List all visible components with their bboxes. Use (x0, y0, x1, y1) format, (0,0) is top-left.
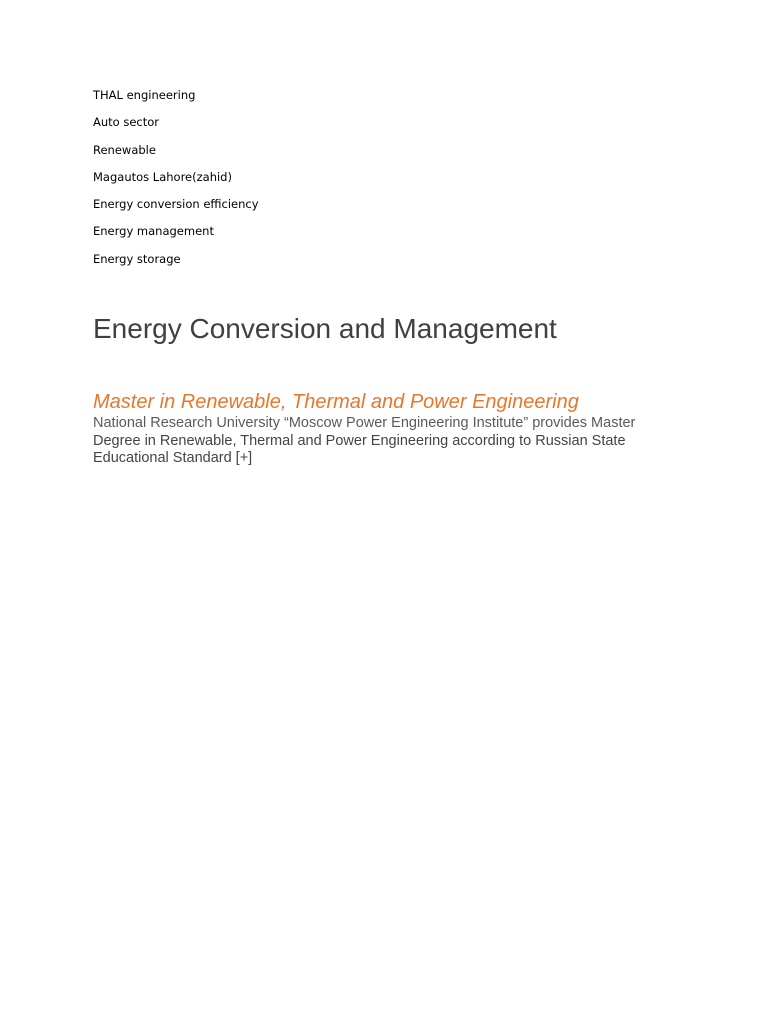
note-item: Auto sector (93, 115, 160, 130)
note-item: Renewable (93, 142, 156, 157)
description-line: National Research University “Moscow Power Engineering Institute” provides Master (93, 415, 636, 431)
note-item: Energy management (93, 224, 214, 239)
page-title: Energy Conversion and Management (93, 313, 557, 344)
program-heading-link[interactable]: Master in Renewable, Thermal and Power Engineering (93, 391, 579, 413)
description-line: Educational Standard [+] (93, 450, 253, 466)
description-line: Degree in Renewable, Thermal and Power Engineering according to Russian State (93, 432, 626, 449)
note-item: Magautos Lahore(zahid) (93, 169, 232, 184)
notes-list (93, 86, 259, 277)
note-item: Energy conversion efficiency (93, 197, 259, 212)
program-description (93, 415, 673, 468)
note-item: THAL engineering (93, 88, 196, 102)
note-item: Energy storage (93, 251, 181, 266)
